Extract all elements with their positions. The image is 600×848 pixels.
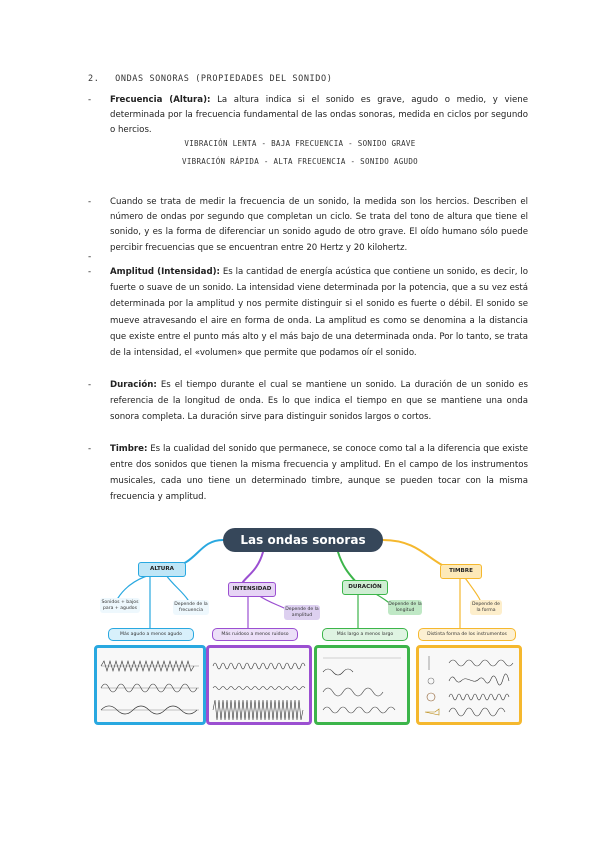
intensidad-strip: Más ruidoso a menos ruidoso: [212, 628, 298, 641]
hercios-paragraph: - Cuando se trata de medir la frecuencia de un sonido, la medida son los hercios. Describen el número de ondas por segundo que completan un ciclo. Se trata del tono de altura que tiene el sonido, y es la forma de diferenciar un sonido agudo de otro grave. El oído humano sólo puede percibir frecuencias que se encuentran entre 20 Hertz y 20 kilohertz.: [88, 195, 528, 256]
altura-wave-graphic: [97, 648, 203, 722]
altura-strip: Más agudo a menos agudo: [108, 628, 194, 641]
duracion-paragraph: - Duración: Es el tiempo durante el cual se mantiene un sonido. La duración de un sonido es referencia de la longitud de onda. Es lo que indica el tiempo en que se mantiene una onda sonora completa. La duración sirve para distinguir sonidos largos o cortos.: [88, 380, 528, 422]
amplitud-label: Amplitud (Intensidad):: [110, 267, 220, 277]
intensidad-tag: INTENSIDAD: [228, 582, 276, 597]
duracion-note-longitud: Depende de la longitud: [388, 600, 422, 615]
timbre-text: Es la cualidad del sonido que permanece, se conoce como tal a la diferencia que existe entre dos sonidos que tienen la misma frecuencia y amplitud. En el campo de los instrumentos musicales, cada uno tiene un determinado timbre, aunque se pueden tocar con la misma frecuencia y amplitud.: [110, 444, 528, 502]
timbre-note-forma: Depende de la forma: [470, 600, 502, 615]
timbre-strip: Distinta forma de los instrumentos: [418, 628, 516, 641]
vibracion-rapida-line: VIBRACIÓN RÁPIDA - ALTA FRECUENCIA - SONIDO AGUDO: [182, 157, 418, 166]
altura-note-sonidos: Sonidos + bajos para + agudos: [100, 598, 140, 613]
section-heading: [88, 74, 332, 84]
duracion-wave-panel: [314, 645, 410, 725]
section-number: 2.: [88, 74, 100, 84]
duracion-tag: DURACIÓN: [342, 580, 388, 595]
frecuencia-label: Frecuencia (Altura):: [110, 95, 211, 105]
mind-map: [88, 520, 520, 725]
map-title: Las ondas sonoras: [223, 528, 383, 552]
timbre-wave-panel: [416, 645, 522, 725]
duracion-strip: Más largo a menos largo: [322, 628, 408, 641]
intensidad-wave-graphic: [209, 648, 309, 722]
amplitud-paragraph: - Amplitud (Intensidad): Es la cantidad de energía acústica que contiene un sonido, es decir, lo fuerte o suave de un sonido. La intensidad viene determinada por la potencia, que a su vez está determinada por la amplitud y nos permite distinguir si el sonido es fuerte o débil. El sonido se mueve atravesando el aire en forma de onda. La amplitud es como se denomina a la distancia que existe entre el punto más alto y el más bajo de una determinada onda. Por lo tanto, se trata de la intensidad, el «volumen» que permite que podamos oír el sonido.: [88, 267, 528, 359]
intensidad-wave-panel: [206, 645, 312, 725]
altura-wave-panel: [94, 645, 206, 725]
duracion-wave-graphic: [317, 648, 407, 722]
frecuencia-paragraph: - Frecuencia (Altura): La altura indica si el sonido es grave, agudo o medio, y viene determinada por la frecuencia fundamental de las ondas sonoras, medida en ciclos por segundo o hercios.: [88, 95, 528, 136]
frecuencia-text: La altura indica si el sonido es grave, agudo o medio, y viene determinada por la frecuencia fundamental de las ondas sonoras, medida en ciclos por segundo o hercios.: [110, 95, 528, 136]
amplitud-text: Es la cantidad de energía acústica que contiene un sonido, es decir, lo fuerte o suave de un sonido. La intensidad viene determinada por la potencia, que a su vez está determinada por la amplitud y nos permite distinguir si el sonido es fuerte o débil. El sonido se mueve atravesando el aire en forma de onda. La amplitud es como se denomina a la distancia que existe entre el punto más alto y el más bajo de una determinada onda. Por lo tanto, se trata de la intensidad, el «volumen» que permite que podamos oír el sonido.: [110, 267, 528, 359]
altura-tag: ALTURA: [138, 562, 186, 577]
duracion-label: Duración:: [110, 380, 157, 390]
altura-note-frecuencia: Depende de la frecuencia: [173, 600, 209, 615]
section-title: ONDAS SONORAS (PROPIEDADES DEL SONIDO): [115, 74, 333, 84]
timbre-wave-graphic: [419, 648, 519, 722]
timbre-tag: TIMBRE: [440, 564, 482, 579]
timbre-paragraph: - Timbre: Es la cualidad del sonido que permanece, se conoce como tal a la diferencia que existe entre dos sonidos que tienen la misma frecuencia y amplitud. En el campo de los instrumentos musicales, cada uno tiene un determinado timbre, aunque se pueden tocar con la misma frecuencia y amplitud.: [88, 444, 528, 502]
intensidad-note-amplitud: Depende de la amplitud: [284, 605, 320, 620]
timbre-label: Timbre:: [110, 444, 148, 454]
vibracion-lenta-line: VIBRACIÓN LENTA - BAJA FRECUENCIA - SONIDO GRAVE: [184, 139, 416, 148]
hercios-text: Cuando se trata de medir la frecuencia de un sonido, la medida son los hercios. Describen el número de ondas por segundo que completan un ciclo. Se trata del tono de altura que tiene el sonido, y es la forma de diferenciar un sonido agudo de otro grave. El oído humano sólo puede percibir frecuencias que se encuentran entre 20 Hertz y 20 kilohertz.: [110, 197, 528, 253]
empty-bullet: -: [88, 252, 92, 262]
duracion-text: Es el tiempo durante el cual se mantiene un sonido. La duración de un sonido es referencia de la longitud de onda. Es lo que indica el tiempo en que se mantiene una onda sonora completa. La duración sirve para distinguir sonidos largos o cortos.: [110, 380, 528, 422]
